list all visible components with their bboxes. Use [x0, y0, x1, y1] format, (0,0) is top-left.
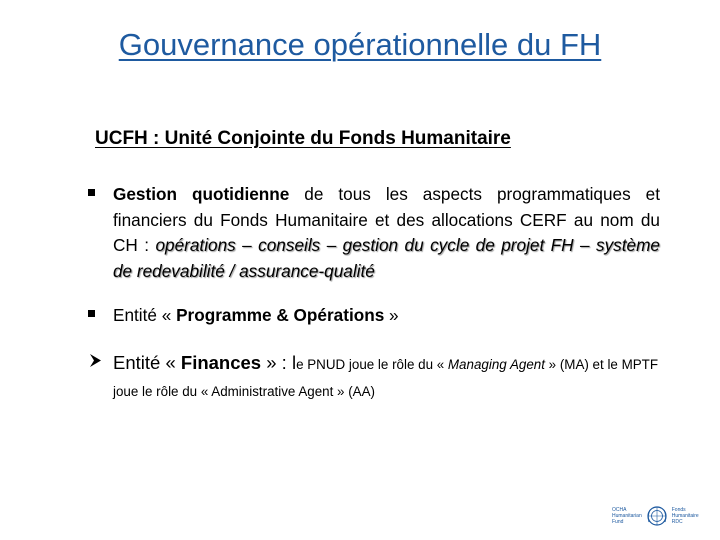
bullet-prefix: Entité « [113, 352, 181, 373]
bullet-daily-management [88, 182, 660, 284]
bullet-finances [88, 350, 660, 404]
bullet-text [113, 182, 660, 284]
slide-title: Gouvernance opérationnelle du FH [118, 27, 602, 62]
bullet-body: de tous les aspects programmatiques et financiers du Fonds Humanitaire et des allocations CERF au nom du CH : [113, 184, 660, 255]
bullet-text [113, 303, 399, 329]
bullet-small-2: » (MA) et le MPTF joue le rôle du « Administrative Agent » (AA) [113, 357, 659, 399]
slide-subtitle: UCFH : Unité Conjointe du Fonds Humanitaire [95, 128, 511, 149]
bullet-suffix: » [384, 305, 399, 325]
bullet-mid: » : l [261, 352, 297, 373]
bullet-programme-operations [88, 303, 660, 329]
logo-text-right: Fonds Humanitaire RDC [671, 507, 699, 525]
bullet-bold: Finances [180, 352, 262, 373]
bullet-prefix: Entité « [113, 305, 177, 325]
bullet-bold: Programme & Opérations [176, 305, 385, 325]
bullet-small-1: e PNUD joue le rôle du « [296, 357, 448, 372]
bullet-bold-lead: Gestion quotidienne [113, 184, 290, 204]
logo-text-left: OCHA Humanitarian Fund [612, 507, 642, 525]
arrow-bullet-icon [88, 352, 113, 369]
bullet-italic-tail: opérations – conseils – gestion du cycle de projet FH – système de redevabilité / assurance-qualité [113, 235, 660, 281]
square-bullet-icon [88, 182, 113, 196]
bullet-italic: Managing Agent [447, 357, 545, 372]
un-emblem-icon [645, 504, 669, 528]
bullet-text [113, 350, 660, 404]
square-bullet-icon [88, 303, 113, 317]
ocha-fund-logo [612, 496, 712, 536]
